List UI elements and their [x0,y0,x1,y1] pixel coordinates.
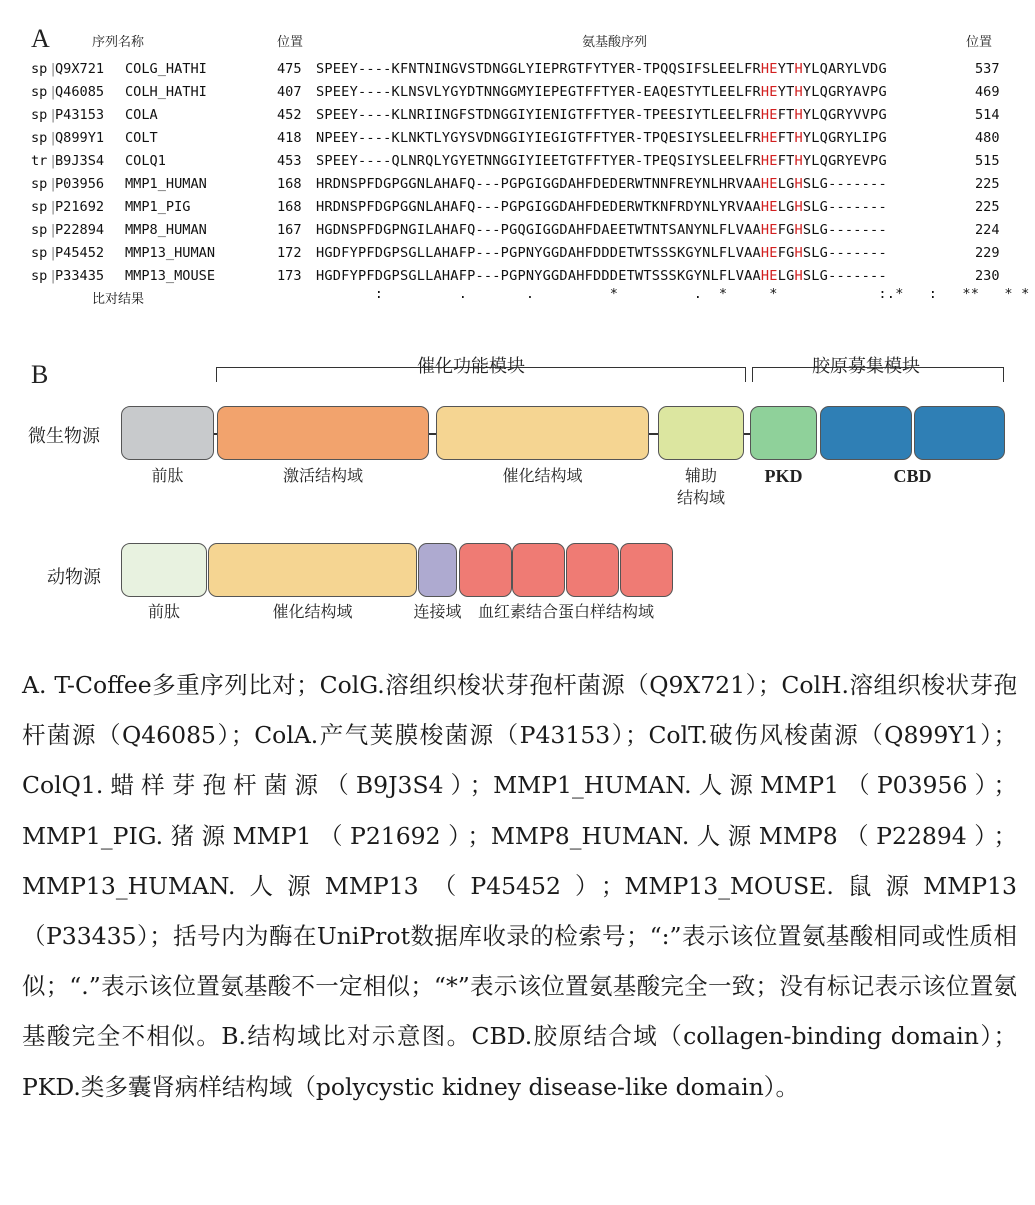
sequence-text [316,81,887,104]
end-position: 225 [975,199,1000,215]
database-tag: sp [31,222,48,238]
sequence-name: MMP13_MOUSE [125,268,216,284]
microbial-pkd-domain [750,406,817,460]
start-position: 452 [277,107,302,123]
highlighted-residues: H [794,199,803,215]
animal-linker-domain [418,543,457,597]
animal-propeptide-domain [121,543,207,597]
sequence-segment: LG [777,268,795,284]
sequence-segment: YLQGRYLIPG [802,130,887,146]
database-tag: sp [31,61,48,77]
separator: | [49,84,58,100]
accession-number: P21692 [55,199,105,215]
sequence-name: COLQ1 [125,153,166,169]
end-position: 515 [975,153,1000,169]
sequence-text [316,265,887,288]
accession-number: P22894 [55,222,105,238]
database-tag: sp [31,268,48,284]
microbial-accessory-label-line1: 辅助 [684,466,717,485]
sequence-name: MMP8_HUMAN [125,222,207,238]
sequence-segment: SLG------- [802,222,887,238]
collagen-module-label: 胶原募集模块 [812,356,920,377]
animal-source-label: 动物源 [47,567,101,588]
end-position: 469 [975,84,1000,100]
sequence-text [316,104,887,127]
highlighted-residues: HE [760,153,778,169]
animal-catalytic-domain [208,543,417,597]
microbial-cbd-domain-1 [820,406,912,460]
sequence-segment: LG [777,176,795,192]
microbial-accessory-domain [658,406,744,460]
animal-hemopexin-domain-3 [566,543,619,597]
catalytic-module-label: 催化功能模块 [417,356,525,377]
sequence-segment: SPEEY----KLNRIINGFSTDNGGIYIENIGTFFTYER-TPEESIYTLEELFR [316,107,761,123]
start-position: 453 [277,153,302,169]
sequence-name: MMP1_PIG [125,199,191,215]
figure-caption [22,660,1017,1112]
start-position: 475 [277,61,302,77]
sequence-segment: HGDNSPFDGPNGILAHAFQ---PGQGIGGDAHFDAEETWTNTSANYNLFLVAA [316,222,761,238]
microbial-propeptide-label: 前肽 [151,466,184,485]
end-position: 230 [975,268,1000,284]
microbial-catalytic-domain [436,406,649,460]
database-tag: tr [31,153,48,169]
animal-hemopexin-label: 血红素结合蛋白样结构域 [477,602,654,621]
microbial-pkd-label: PKD [764,466,803,486]
highlighted-residues: H [794,107,803,123]
microbial-catalytic-label: 催化结构域 [502,466,583,485]
highlighted-residues: HE [760,130,778,146]
sequence-text [316,150,887,173]
sequence-segment: HGDFYPFDGPSGLLAHAFP---PGPNYGGDAHFDDDETWTSSSKGYNLFLVAA [316,245,761,261]
sequence-segment: SLG------- [802,245,887,261]
sequence-segment: LG [777,199,795,215]
microbial-cbd-domain-2 [914,406,1005,460]
animal-catalytic-label: 催化结构域 [272,602,353,621]
database-tag: sp [31,84,48,100]
database-tag: sp [31,130,48,146]
microbial-propeptide-domain [121,406,214,460]
accession-number: P03956 [55,176,105,192]
highlighted-residues: H [794,61,803,77]
sequence-segment: YLQGRYAVPG [802,84,887,100]
sequence-segment: YLQGRYVVPG [802,107,887,123]
sequence-segment: FG [777,245,795,261]
accession-number: Q899Y1 [55,130,105,146]
sequence-text [316,173,887,196]
highlighted-residues: H [794,153,803,169]
sequence-segment: YLQARYLVDG [802,61,887,77]
separator: | [49,245,58,261]
separator: | [49,130,58,146]
sequence-segment: SLG------- [802,268,887,284]
sequence-segment: SPEEY----KLNSVLYGYDTNNGGMYIEPEGTFFTYER-EAQESTYTLEELFR [316,84,761,100]
animal-linker-label: 连接域 [413,602,462,621]
end-position: 514 [975,107,1000,123]
microbial-accessory-label-line2: 结构域 [676,488,725,507]
animal-hemopexin-domain-2 [512,543,565,597]
sequence-text [316,58,887,81]
start-position: 173 [277,268,302,284]
sequence-segment: YT [777,84,795,100]
highlighted-residues: H [794,130,803,146]
sequence-text [316,219,887,242]
sequence-segment: HGDFYPFDGPSGLLAHAFP---PGPNYGGDAHFDDDETWTSSSKGYNLFLVAA [316,268,761,284]
highlighted-residues: H [794,245,803,261]
sequence-segment: YT [777,61,795,77]
accession-number: P43153 [55,107,105,123]
microbial-source-label: 微生物源 [28,426,100,447]
sequence-segment: FG [777,222,795,238]
database-tag: sp [31,199,48,215]
sequence-segment: SLG------- [802,176,887,192]
header-amino-acid-sequence: 氨基酸序列 [582,35,648,50]
separator: | [49,61,58,77]
accession-number: B9J3S4 [55,153,105,169]
highlighted-residues: H [794,222,803,238]
header-position-start: 位置 [277,35,304,50]
accession-number: Q9X721 [55,61,105,77]
separator: | [49,176,58,192]
microbial-accessory-label [658,465,744,509]
sequence-segment: HRDNSPFDGPGGNLAHAFQ---PGPGIGGDAHFDEDERWTNNFREYNLHRVAA [316,176,761,192]
start-position: 168 [277,176,302,192]
database-tag: sp [31,107,48,123]
accession-number: Q46085 [55,84,105,100]
sequence-segment: NPEEY----KLNKTLYGYSVDNGGIYIEGIGTFFTYER-TPQESIYSLEELFR [316,130,761,146]
sequence-text [316,196,887,219]
end-position: 224 [975,222,1000,238]
highlighted-residues: H [794,268,803,284]
sequence-segment: FT [777,130,795,146]
sequence-segment: YLQGRYEVPG [802,153,887,169]
microbial-cbd-label: CBD [893,466,932,486]
accession-number: P33435 [55,268,105,284]
sequence-text [316,127,887,150]
microbial-activator-domain [217,406,429,460]
microbial-activator-label: 激活结构域 [282,466,363,485]
sequence-segment: SPEEY----QLNRQLYGYETNNGGIYIEETGTFFTYER-TPEQSIYSLEELFR [316,153,761,169]
separator: | [49,107,58,123]
consensus-label: 比对结果 [92,292,145,307]
end-position: 480 [975,130,1000,146]
start-position: 418 [277,130,302,146]
highlighted-residues: HE [760,84,778,100]
start-position: 167 [277,222,302,238]
end-position: 225 [975,176,1000,192]
caption-paragraph: A. T-Coffee多重序列比对；ColG.溶组织梭状芽孢杆菌源（Q9X721）；ColH.溶组织梭状芽孢杆菌源（Q46085）；ColA.产气荚膜梭菌源（P43153）；ColT.破伤风梭菌源（Q899Y1）；ColQ1.蜡样芽孢杆菌源（B9J3S4）；MMP1_HUMAN.人源MMP1（P03956）；MMP1_PIG.猪源MMP1（P21692）；MMP8_HUMAN.人源MMP8（P22894）；MMP13_HUMAN.人源MMP13（P45452）；MMP13_MOUSE.鼠源MMP13（P33435）；括号内为酶在UniProt数据库收录的检索号；“:”表示该位置氨基酸相同或性质相似；“.”表示该位置氨基酸不一定相似；“*”表示该位置氨基酸完全一致；没有标记表示该位置氨基酸完全不相似。B.结构域比对示意图。CBD.胶原结合域（collagen-binding domain）；PKD.类多囊肾病样结构域（polycystic kidney disease-like domain）。 [22,671,1017,1101]
header-position-end: 位置 [966,35,993,50]
end-position: 229 [975,245,1000,261]
sequence-name: COLA [125,107,158,123]
consensus-line: : . . * . * * :.* : ** * * [316,286,1030,302]
sequence-segment: SLG------- [802,199,887,215]
highlighted-residues: HE [760,61,778,77]
highlighted-residues: HE [760,176,778,192]
sequence-name: MMP13_HUMAN [125,245,216,261]
highlighted-residues: HE [760,268,778,284]
header-sequence-name: 序列名称 [92,35,145,50]
panel-a-letter: A [31,24,50,53]
sequence-text [316,242,887,265]
separator: | [49,222,58,238]
end-position: 537 [975,61,1000,77]
highlighted-residues: HE [760,245,778,261]
separator: | [49,199,58,215]
start-position: 407 [277,84,302,100]
sequence-name: MMP1_HUMAN [125,176,207,192]
highlighted-residues: HE [760,199,778,215]
animal-hemopexin-domain-4 [620,543,673,597]
sequence-segment: HRDNSPFDGPGGNLAHAFQ---PGPGIGGDAHFDEDERWTKNFRDYNLYRVAA [316,199,761,215]
sequence-name: COLG_HATHI [125,61,207,77]
sequence-name: COLH_HATHI [125,84,207,100]
highlighted-residues: HE [760,222,778,238]
sequence-segment: FT [777,153,795,169]
animal-hemopexin-domain-1 [459,543,512,597]
highlighted-residues: HE [760,107,778,123]
database-tag: sp [31,245,48,261]
highlighted-residues: H [794,84,803,100]
sequence-segment: SPEEY----KFNTNINGVSTDNGGLYIEPRGTFYTYER-TPQQSIFSLEELFR [316,61,761,77]
start-position: 168 [277,199,302,215]
start-position: 172 [277,245,302,261]
database-tag: sp [31,176,48,192]
separator: | [49,153,58,169]
separator: | [49,268,58,284]
sequence-segment: FT [777,107,795,123]
highlighted-residues: H [794,176,803,192]
animal-propeptide-label: 前肽 [147,602,180,621]
panel-b-letter: B [31,360,49,389]
accession-number: P45452 [55,245,105,261]
sequence-name: COLT [125,130,158,146]
